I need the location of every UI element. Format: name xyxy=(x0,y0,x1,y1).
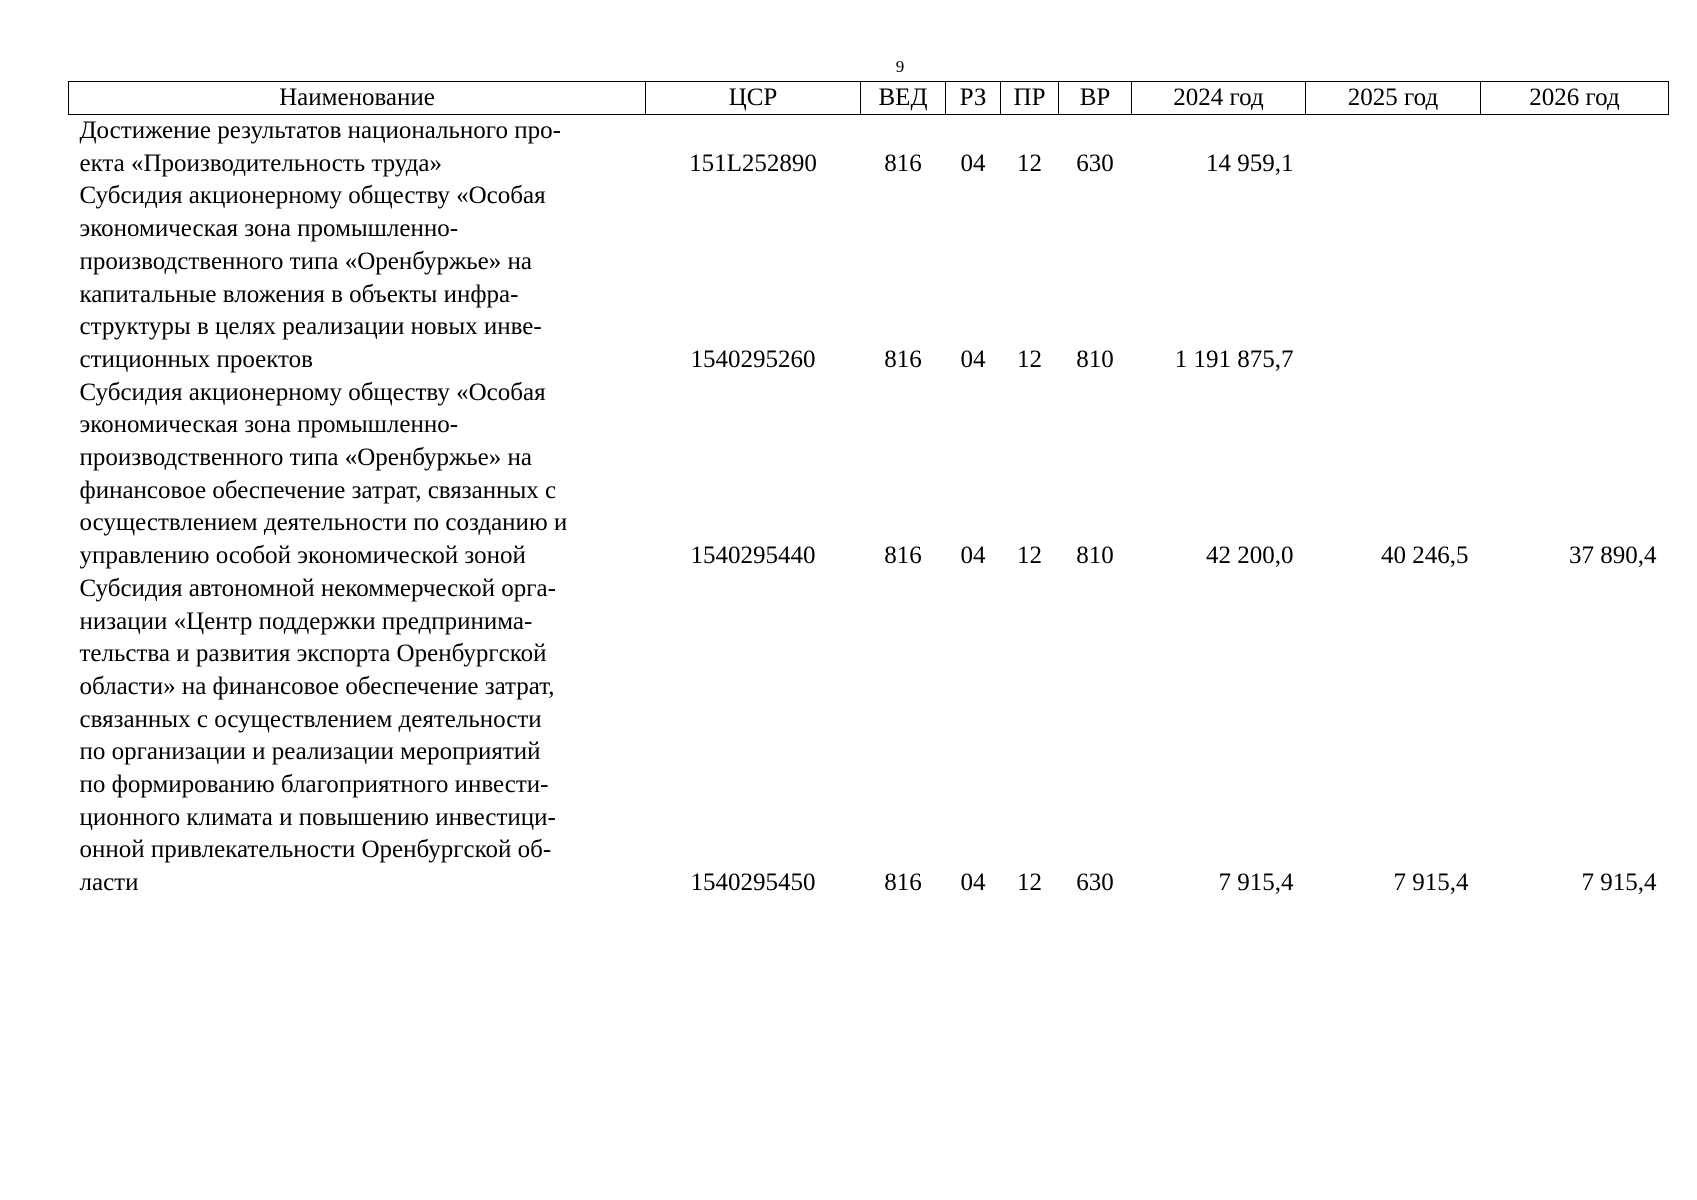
cell-name xyxy=(69,115,646,181)
budget-table xyxy=(68,81,1669,900)
name-line: стиционных проектов xyxy=(79,345,313,373)
cell-2026 xyxy=(1481,180,1669,376)
cell-rz: 04 xyxy=(960,542,986,570)
cell-pr: 12 xyxy=(1017,542,1042,570)
cell-rz: 04 xyxy=(960,345,986,373)
name-line: производственного типа «Оренбуржье» на xyxy=(79,247,533,275)
cell-2025: 40 246,5 xyxy=(1381,542,1469,570)
name-line: Субсидия акционерному обществу «Особая xyxy=(79,182,546,210)
header-pr: ПР xyxy=(1001,82,1059,115)
name-line: по формированию благоприятного инвести- xyxy=(79,771,549,799)
cell-rz: 04 xyxy=(960,149,986,177)
cell-name xyxy=(69,573,646,900)
name-line: производственного типа «Оренбуржье» на xyxy=(79,444,533,472)
cell-rz: 04 xyxy=(960,869,986,897)
name-line: тельства и развития экспорта Оренбургской xyxy=(79,640,547,668)
cell-name xyxy=(69,180,646,376)
name-line: екта «Производительность труда» xyxy=(79,149,443,177)
name-line: финансовое обеспечение затрат, связанных с xyxy=(79,476,557,504)
name-line: области» на финансовое обеспечение затрат, xyxy=(79,672,555,700)
header-2024: 2024 год xyxy=(1132,82,1306,115)
cell-2025 xyxy=(1306,115,1481,181)
header-vr: ВР xyxy=(1059,82,1132,115)
cell-ved: 816 xyxy=(884,542,922,570)
table-row xyxy=(69,180,1669,376)
page-number: 9 xyxy=(895,57,905,76)
name-line: управлению особой экономической зоной xyxy=(79,542,526,570)
cell-2025 xyxy=(1306,180,1481,376)
cell-2024: 42 200,0 xyxy=(1206,542,1294,570)
cell-pr: 12 xyxy=(1017,869,1042,897)
cell-ved: 816 xyxy=(884,345,922,373)
name-line: экономическая зона промышленно- xyxy=(79,215,459,243)
table-row xyxy=(69,573,1669,900)
cell-vr: 810 xyxy=(1076,542,1114,570)
name-line: связанных с осуществлением деятельности xyxy=(79,705,542,733)
name-line: Субсидия акционерному обществу «Особая xyxy=(79,378,546,406)
cell-2026: 7 915,4 xyxy=(1581,869,1657,897)
name-line: низации «Центр поддержки предпринима- xyxy=(79,607,533,635)
cell-csr: 1540295260 xyxy=(690,345,816,373)
table-header-row xyxy=(69,82,1669,115)
cell-pr: 12 xyxy=(1017,345,1042,373)
cell-pr: 12 xyxy=(1017,149,1042,177)
name-line: ционного климата и повышению инвестици- xyxy=(79,803,556,831)
name-line: экономическая зона промышленно- xyxy=(79,411,459,439)
cell-vr: 810 xyxy=(1076,345,1114,373)
header-2025: 2025 год xyxy=(1306,82,1481,115)
cell-ved: 816 xyxy=(884,149,922,177)
cell-ved: 816 xyxy=(884,869,922,897)
header-ved: ВЕД xyxy=(861,82,946,115)
header-rz: РЗ xyxy=(946,82,1001,115)
name-line: структуры в целях реализации новых инве- xyxy=(79,313,542,341)
table-row xyxy=(69,377,1669,573)
cell-csr: 1540295440 xyxy=(690,542,816,570)
name-line: капитальные вложения в объекты инфра- xyxy=(79,280,519,308)
cell-2026 xyxy=(1481,115,1669,181)
header-2026: 2026 год xyxy=(1481,82,1669,115)
name-line: Достижение результатов национального про- xyxy=(79,117,561,144)
name-line: онной привлекательности Оренбургской об- xyxy=(79,836,552,864)
name-line: осуществлением деятельности по созданию и xyxy=(79,509,568,537)
cell-vr: 630 xyxy=(1076,149,1114,177)
cell-vr: 630 xyxy=(1076,869,1114,897)
cell-2026: 37 890,4 xyxy=(1569,542,1657,570)
cell-name xyxy=(69,377,646,573)
cell-csr: 151L252890 xyxy=(689,149,817,177)
cell-2025: 7 915,4 xyxy=(1393,869,1469,897)
name-line: по организации и реализации мероприятий xyxy=(79,738,541,766)
name-line: Субсидия автономной некоммерческой орга- xyxy=(79,574,556,602)
cell-csr: 1540295450 xyxy=(690,869,816,897)
cell-2024: 14 959,1 xyxy=(1206,149,1294,177)
header-csr: ЦСР xyxy=(646,82,861,115)
table-row xyxy=(69,115,1669,181)
name-line: ласти xyxy=(79,869,139,897)
cell-2024: 1 191 875,7 xyxy=(1174,345,1294,373)
header-name: Наименование xyxy=(69,82,646,115)
cell-2024: 7 915,4 xyxy=(1218,869,1294,897)
